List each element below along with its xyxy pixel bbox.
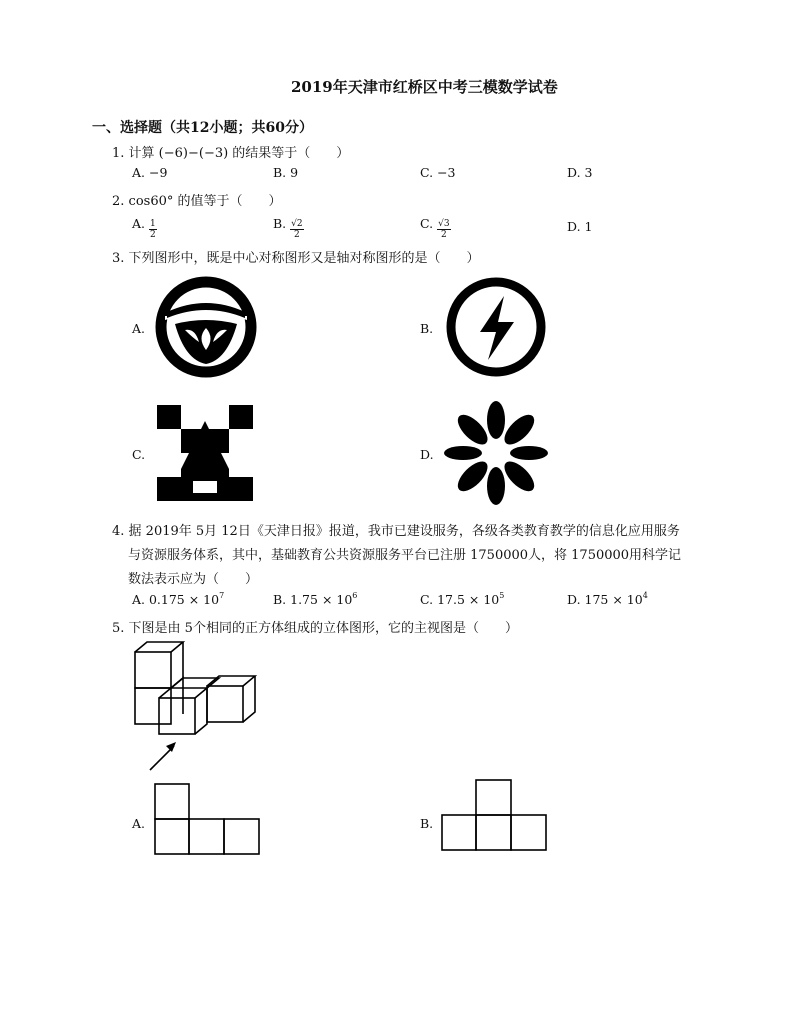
fraction: $\frac{√2}{2}$	[291, 219, 303, 240]
question-1-option-a[interactable]: A. −9	[132, 165, 168, 180]
question-4-option-c[interactable]: C. $17.5 \times 10^5$	[420, 591, 505, 607]
question-1-option-d[interactable]: D. 3	[567, 165, 593, 180]
question-1-option-c[interactable]: C. −3	[420, 165, 456, 180]
checker-triangle-icon	[157, 405, 253, 501]
fraction: $\frac{1}{2}$	[150, 219, 156, 240]
question-3-option-c[interactable]: C.	[132, 447, 146, 462]
section-heading: 一、选择题（共12小题；共60分）	[92, 120, 313, 136]
lightning-icon	[444, 276, 548, 378]
page-title: 2019年天津市红桥区中考三模数学试卷	[291, 78, 558, 96]
question-4-option-a[interactable]: A. $0.175 \times 10^7$	[132, 591, 225, 607]
question-4-line-3: 数法表示应为（ ）	[128, 572, 259, 587]
question-2-option-b[interactable]	[273, 216, 304, 240]
option-label: C.	[420, 216, 434, 231]
question-2-option-c[interactable]	[420, 216, 451, 240]
question-3-option-a[interactable]: A.	[132, 321, 146, 336]
question-4-line-2: 与资源服务体系，其中，基础教育公共资源服务平台已注册 1750000人，将 1750000用科学记	[128, 548, 682, 563]
question-2-stem: 2. cos60° 的值等于（ ）	[112, 194, 282, 209]
question-5-stem: 5. 下图是由 5个相同的正方体组成的立体图形，它的主视图是（ ）	[112, 621, 518, 636]
question-4-option-b[interactable]: B. $1.75 \times 10^6$	[273, 591, 358, 607]
cube-stack-figure	[130, 638, 260, 773]
question-1-stem: 1. 计算 (−6)−(−3) 的结果等于（ ）	[112, 146, 350, 161]
flower-icon	[444, 402, 548, 504]
front-view-b-figure	[441, 779, 547, 852]
option-label: B.	[273, 216, 287, 231]
question-1-option-b[interactable]: B. 9	[273, 165, 299, 180]
fraction: $\frac{√3}{2}$	[438, 219, 450, 240]
emblem-icon	[155, 276, 257, 378]
question-4-line-1: 4. 据 2019年 5月 12日《天津日报》报道，我市已建设服务，各级各类教育教学的信息化应用服务	[112, 524, 680, 539]
option-label: A.	[132, 216, 146, 231]
front-view-a-figure	[154, 783, 260, 856]
question-3-stem: 3. 下列图形中，既是中心对称图形又是轴对称图形的是（ ）	[112, 251, 480, 266]
question-2-option-a[interactable]	[132, 216, 157, 240]
question-3-option-d[interactable]: D.	[420, 447, 434, 462]
question-2-option-d[interactable]: D. 1	[567, 219, 593, 234]
question-3-option-b[interactable]: B.	[420, 321, 434, 336]
question-4-option-d[interactable]: D. $175 \times 10^4$	[567, 591, 648, 607]
question-5-option-a[interactable]: A.	[132, 816, 146, 831]
question-5-option-b[interactable]: B.	[420, 816, 434, 831]
